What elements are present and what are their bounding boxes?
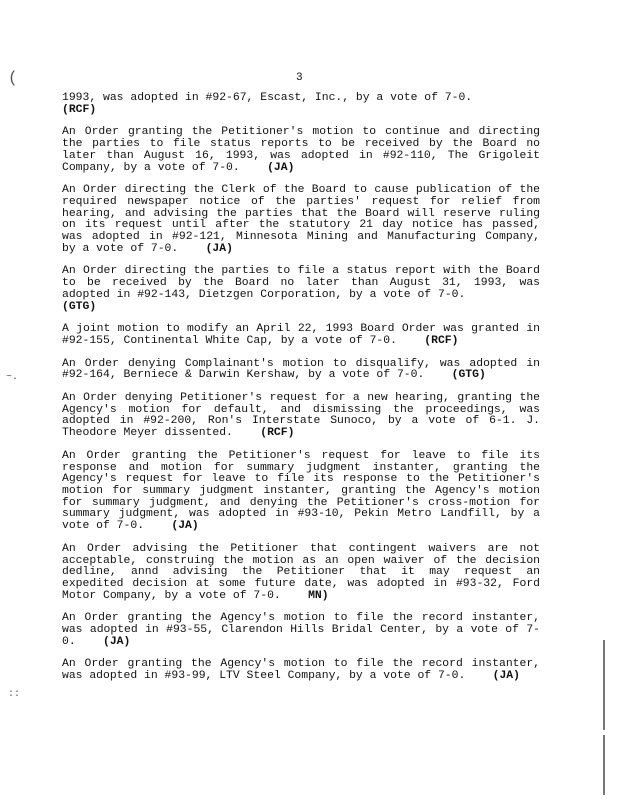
author-tag: (RCF) bbox=[260, 427, 295, 440]
document-body bbox=[62, 93, 540, 694]
order-paragraph bbox=[62, 613, 540, 648]
scan-edge-line bbox=[603, 640, 605, 730]
author-tag: (JA) bbox=[267, 161, 295, 174]
order-paragraph bbox=[62, 359, 540, 382]
author-tag: (GTG) bbox=[451, 369, 486, 382]
paragraph-text: An Order granting the Petitioner's motion to continue and directing the parties to file status reports to be received by the Board no later than August 16, 1993, was adopted in #92-110, The Grigoleit Company, by a vote of 7-0. bbox=[62, 126, 540, 174]
margin-mark-lower-left: :: bbox=[8, 689, 21, 700]
author-tag: (JA) bbox=[103, 635, 131, 648]
paragraph-text: An Order granting the Agency's motion to file the record instanter, was adopted in #93-55, Clarendon Hills Bridal Center, by a vote of 7-0. bbox=[62, 612, 540, 648]
author-tag: (JA) bbox=[171, 520, 199, 533]
order-paragraph bbox=[62, 451, 540, 533]
scan-edge-line bbox=[603, 735, 605, 795]
paragraph-text: An Order granting the Agency's motion to file the record instanter, was adopted in #93-99, LTV Steel Company, by a vote of 7-0. bbox=[62, 658, 540, 683]
author-tag: (JA) bbox=[492, 670, 520, 683]
order-paragraph bbox=[62, 393, 540, 440]
margin-mark-mid-left: ~. bbox=[6, 372, 19, 383]
author-tag: (GTG) bbox=[62, 300, 97, 313]
order-paragraph bbox=[62, 266, 540, 313]
order-paragraph bbox=[62, 185, 540, 255]
paragraph-text: A joint motion to modify an April 22, 1993 Board Order was granted in #92-155, Continental White Cap, by a vote of 7-0. bbox=[62, 323, 540, 347]
order-paragraph bbox=[62, 544, 540, 603]
paragraph-text: An Order advising the Petitioner that contingent waivers are not acceptable, construing the motion as an open waiver of the decision dedline, annd advising the Petitioner that it may request an expedited decision at some future date, was adopted in #93-32, Ford Motor Company, by a vote of 7-0. bbox=[62, 542, 540, 602]
order-paragraph bbox=[62, 93, 540, 116]
author-tag: (RCF) bbox=[62, 103, 97, 116]
paragraph-text: An Order denying Petitioner's request for a new hearing, granting the Agency's motion for default, and dismissing the proceedings, was adopted in #92-200, Ron's Interstate Sunoco, by a vote of 6-1. J. Theodore Meyer dissented. bbox=[62, 392, 540, 440]
paragraph-text: 1993, was adopted in #92-67, Escast, Inc., by a vote of 7-0. bbox=[62, 92, 473, 104]
order-paragraph bbox=[62, 127, 540, 174]
author-tag: MN) bbox=[308, 589, 329, 602]
author-tag: (RCF) bbox=[424, 334, 459, 347]
paragraph-text: An Order directing the Clerk of the Board to cause publication of the required newspaper notice of the parties' request for relief from hearing, and advising the parties that the Board will reserve ruling on its request until after the statutory 21 day notice has passed, was adopted in #92-121, Minnesota Mining and Manufacturing Company, by a vote of 7-0. bbox=[62, 184, 540, 255]
page-number: 3 bbox=[296, 72, 303, 84]
order-paragraph bbox=[62, 324, 540, 347]
author-tag: (JA) bbox=[205, 242, 233, 255]
paragraph-text: An Order granting the Petitioner's request for leave to file its response and motion for summary judgment instanter, granting the Agency's request for leave to file its response to the Petitioner's motion for summary judgment instanter, granting the Agency's motion for summary judgment, and denying the Petitioner's cross-motion for summary judgment, was adopted in #93-10, Pekin Metro Landfill, by a vote of 7-0. bbox=[62, 449, 540, 533]
margin-mark-top-left: ( bbox=[8, 69, 18, 87]
order-paragraph bbox=[62, 659, 540, 682]
paragraph-text: An Order directing the parties to file a status report with the Board to be received by the Board no later than August 31, 1993, was adopted in #92-143, Dietzgen Corporation, by a vote of 7-0. bbox=[62, 265, 540, 301]
paragraph-text: An Order denying Complainant's motion to disqualify, was adopted in #92-164, Berniece & Darwin Kershaw, by a vote of 7-0. bbox=[62, 357, 540, 382]
